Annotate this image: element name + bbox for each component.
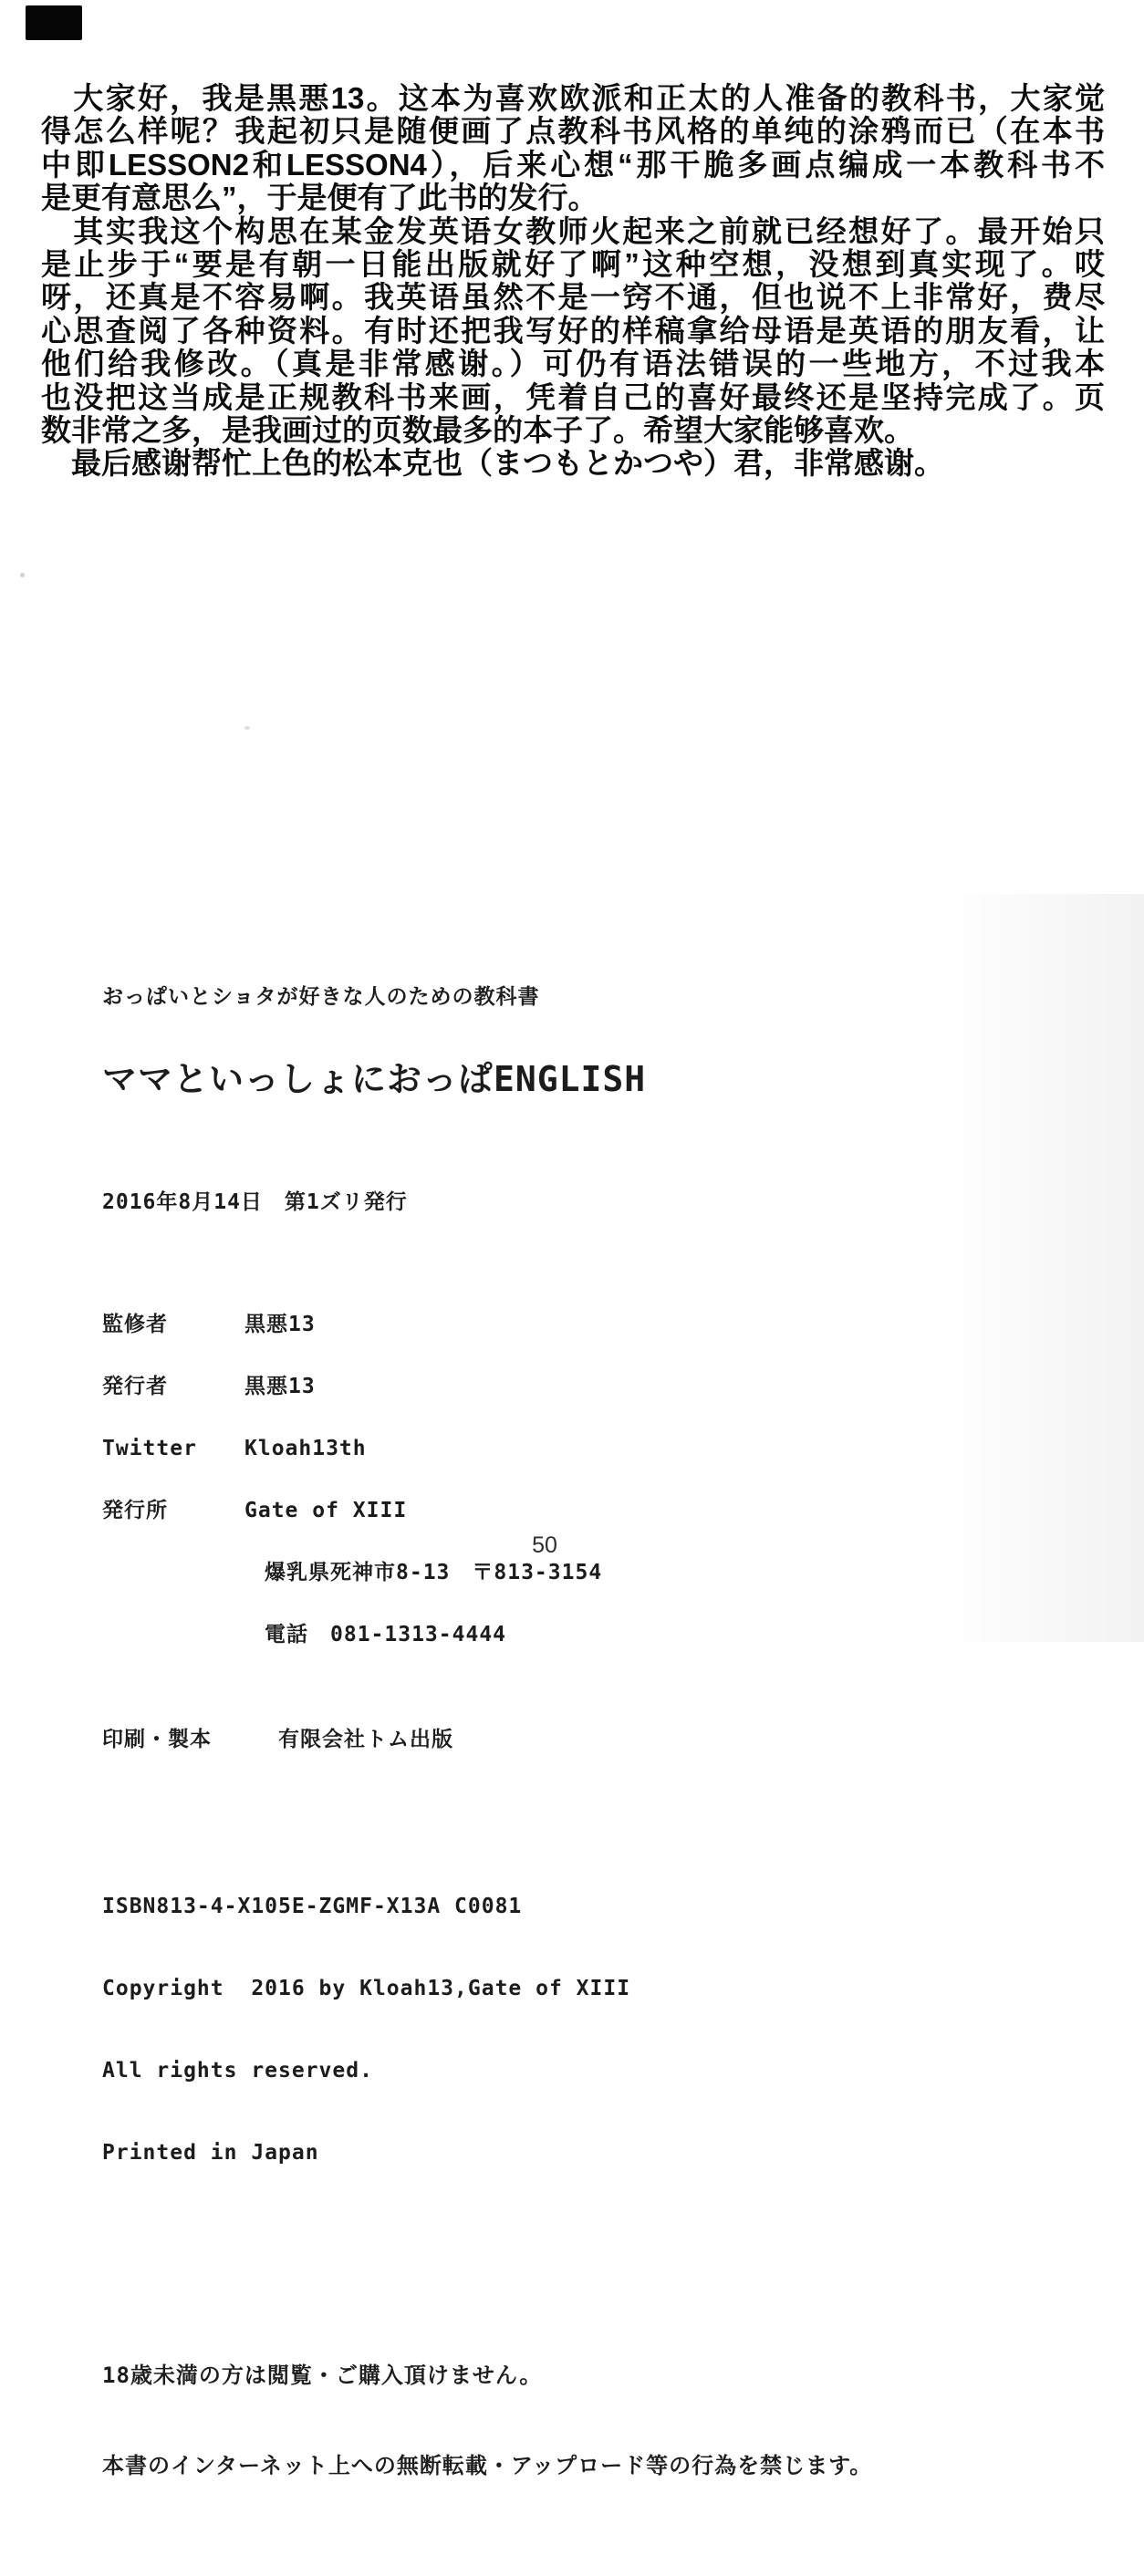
afterword-line: 是更有意思么”，于是便有了此书的发行。 (41, 181, 598, 215)
credit-row-twitter (102, 1435, 1014, 1462)
afterword-line: 大家好，我是黒悪13。这本为喜欢欧派和正太的人准备的教科书，大家觉 (41, 81, 1105, 115)
scan-artifact-mark (26, 5, 82, 40)
credit-value: 黒悪13 (244, 1313, 316, 1336)
isbn-line: ISBN813-4-X105E-ZGMF-X13A C0081 (102, 1895, 523, 1918)
afterword-line: 也没把这当成是正规教科书来画，凭着自己的喜好最终还是坚持完成了。页 (41, 379, 1105, 414)
afterword-line: 中即LESSON2和LESSON4），后来心想“那干脆多画点编成一本教科书不 (41, 147, 1105, 182)
notice-line: 18歳未満の方は閲覧・ご購入頂けません。 (102, 2363, 543, 2388)
printed-in-line: Printed in Japan (102, 2141, 319, 2165)
credit-label: 発行者 (102, 1375, 168, 1398)
book-subtitle: おっぱいとショタが好きな人のための教科書 (102, 985, 540, 1009)
publisher-address-line: 爆乳県死神市8-13 〒813-3154 (265, 1561, 603, 1584)
scan-speck (244, 726, 250, 730)
afterword-line: 最后感谢帮忙上色的松本克也（まつもとかつや）君，非常感谢。 (41, 446, 944, 481)
afterword-line: 其实我这个构思在某金发英语女教师火起来之前就已经想好了。最开始只 (41, 213, 1105, 248)
credit-row-publisher (102, 1373, 1014, 1400)
printing-value: 有限会社トム出版 (278, 1728, 453, 1751)
age-restriction-notice (102, 2301, 1014, 2541)
notice-line: 本書のインターネット上への無断転載・アップロード等の行為を禁じます。 (102, 2453, 873, 2478)
colophon-block (102, 945, 1014, 2576)
credit-label: 発行所 (102, 1499, 168, 1522)
page-number: 50 (532, 1532, 557, 1558)
book-title: ママといっしょにおっぱENGLISH (102, 1059, 647, 1099)
printing-label: 印刷・製本 (102, 1728, 212, 1751)
afterword-line: 心思查阅了各种资料。有时还把我写好的样稿拿给母语是英语的朋友看，让 (41, 313, 1105, 348)
publisher-phone-line: 電話 081-1313-4444 (265, 1623, 507, 1646)
rights-line: All rights reserved. (102, 2059, 373, 2083)
legal-block (102, 1838, 1014, 2221)
credit-value: Kloah13th (244, 1437, 367, 1460)
credit-value: 黒悪13 (244, 1375, 316, 1398)
edition-date-line: 2016年8月14日 第1ズリ発行 (102, 1190, 408, 1214)
credit-row-supervisor (102, 1311, 1014, 1338)
credit-value: Gate of XIII (244, 1499, 408, 1522)
credit-label: 監修者 (102, 1313, 168, 1336)
copyright-line: Copyright 2016 by Kloah13,Gate of XIII (102, 1977, 631, 2000)
afterword-line: 是止步于“要是有朝一日能出版就好了啊”这种空想，没想到真实现了。哎 (41, 247, 1105, 282)
scan-speck (20, 573, 25, 577)
afterword-line: 他们给我修改。（真是非常感谢。）可仍有语法错误的一些地方，不过我本 (41, 347, 1105, 381)
afterword-line: 呀，还真是不容易啊。我英语虽然不是一窍不通，但也说不上非常好，费尽 (41, 280, 1105, 315)
afterword-paragraphs (41, 82, 1105, 481)
afterword-line: 得怎么样呢？我起初只是随便画了点教科书风格的单纯的涂鸦而已（在本书 (41, 114, 1105, 149)
credit-label: Twitter (102, 1437, 197, 1460)
credit-row-publishing-office (102, 1497, 1014, 1524)
printing-row (102, 1726, 1014, 1753)
afterword-line: 数非常之多，是我画过的页数最多的本子了。希望大家能够喜欢。 (41, 413, 914, 448)
